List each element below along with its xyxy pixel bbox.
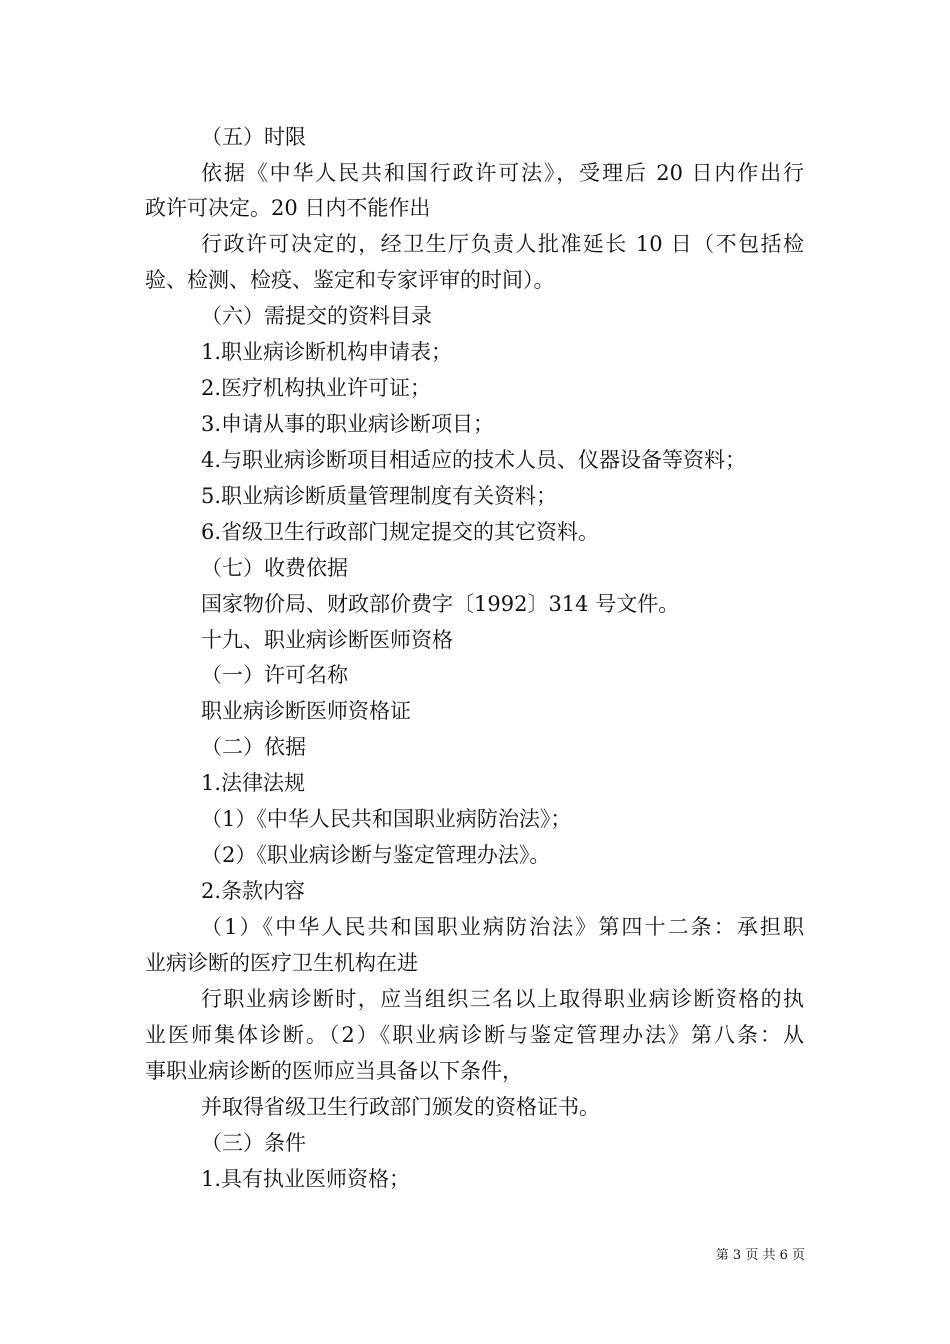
section-heading-conditions: （三）条件 — [201, 1131, 306, 1155]
paragraph-line: 并取得省级卫生行政部门颁发的资格证书。 — [201, 1095, 600, 1119]
list-item: 1.职业病诊断机构申请表； — [201, 340, 453, 364]
list-item: 3.申请从事的职业病诊断项目； — [201, 412, 495, 436]
paragraph-line: 政许可决定。20 日内不能作出 — [145, 196, 431, 220]
paragraph-line: （1）《中华人民共和国职业病防治法》第四十二条：承担职 — [201, 915, 804, 939]
section-heading-fee-basis: （七）收费依据 — [201, 556, 348, 580]
paragraph-line: 依据《中华人民共和国行政许可法》，受理后 20 日内作出行 — [201, 161, 804, 185]
page-number: 第 3 页 共 6 页 — [715, 1248, 805, 1263]
list-item: 2.医疗机构执业许可证； — [201, 376, 432, 400]
chapter-heading: 十九、职业病诊断医师资格 — [201, 628, 453, 652]
paragraph-line: 职业病诊断医师资格证 — [201, 699, 411, 723]
section-heading-basis: （二）依据 — [201, 735, 306, 759]
paragraph-line: 验、检测、检疫、鉴定和专家评审的时间）。 — [145, 268, 555, 292]
list-item: 5.职业病诊断质量管理制度有关资料； — [201, 484, 558, 508]
list-item: 4.与职业病诊断项目相适应的技术人员、仪器设备等资料； — [201, 448, 747, 472]
section-heading-permit-name: （一）许可名称 — [201, 663, 348, 687]
paragraph-line: 行政许可决定的，经卫生厅负责人批准延长 10 日（不包括检 — [201, 232, 804, 256]
list-item: 1.具有执业医师资格； — [201, 1167, 411, 1191]
list-item: 1.法律法规 — [201, 771, 306, 795]
list-item: （2）《职业病诊断与鉴定管理办法》。 — [201, 843, 551, 867]
paragraph-line: 业病诊断的医疗卫生机构在进 — [145, 951, 418, 975]
list-item: 6.省级卫生行政部门规定提交的其它资料。 — [201, 520, 600, 544]
section-heading-time-limit: （五）时限 — [201, 125, 306, 149]
paragraph-line: 国家物价局、财政部价费字〔1992〕314 号文件。 — [201, 592, 680, 616]
paragraph-line: 行职业病诊断时，应当组织三名以上取得职业病诊断资格的执 — [201, 987, 804, 1011]
paragraph-line: 业医师集体诊断。（2）《职业病诊断与鉴定管理办法》第八条：从 — [145, 1023, 804, 1047]
paragraph-line: 事职业病诊断的医师应当具备以下条件， — [145, 1059, 523, 1083]
list-item: （1）《中华人民共和国职业病防治法》； — [201, 807, 572, 831]
list-item: 2.条款内容 — [201, 879, 306, 903]
section-heading-materials: （六）需提交的资料目录 — [201, 304, 432, 328]
